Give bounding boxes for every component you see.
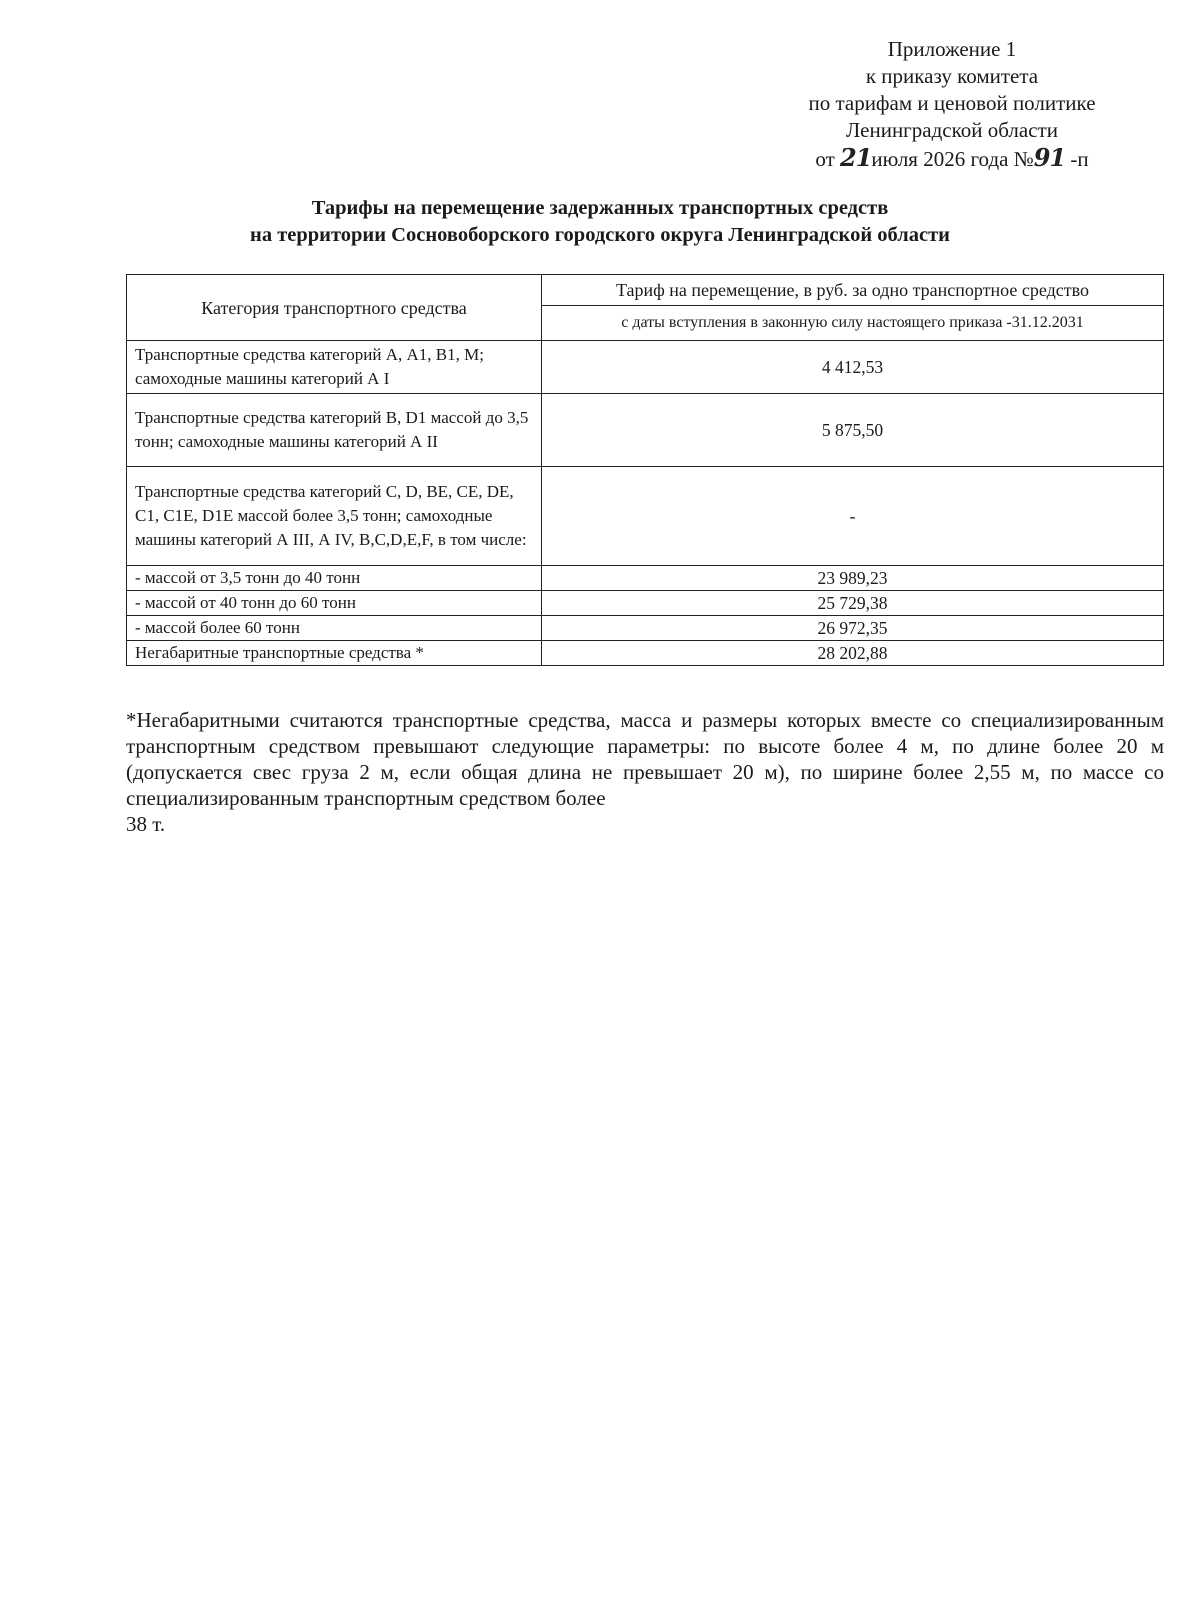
tariff-value-cell: 28 202,88 xyxy=(542,641,1164,666)
title-line-1: Тарифы на перемещение задержанных транспортных средств xyxy=(311,197,889,219)
table-row xyxy=(127,566,1164,591)
header-category: Категория транспортного средства xyxy=(127,275,542,341)
header-period: с даты вступления в законную силу настоящего приказа -31.12.2031 xyxy=(542,306,1164,341)
tariff-value-cell: 4 412,53 xyxy=(542,341,1164,394)
category-cell: Транспортные средства категорий А, А1, В1, М; самоходные машины категорий А I xyxy=(127,341,542,394)
tariff-table xyxy=(126,274,1164,666)
footnote-text: *Негабаритными считаются транспортные средства, масса и размеры которых вместе со специализированным транспортным средством превышают следующие параметры: по высоте более 4 м, по длине более 20 м (допускается свес груза 2 м, если общая длина не превышает 20 м), по ширине более 2,55 м, по массе со специализированным транспортным средством более xyxy=(126,708,1164,810)
date-prefix: от xyxy=(815,147,835,171)
order-suffix: -п xyxy=(1070,147,1089,171)
appendix-line-region: Ленинградской области xyxy=(846,118,1058,142)
category-cell: Негабаритные транспортные средства * xyxy=(127,641,542,666)
date-rest: июля 2026 года № xyxy=(871,147,1034,171)
document-title xyxy=(0,195,1200,249)
category-cell: Транспортные средства категорий В, D1 массой до 3,5 тонн; самоходные машины категорий А II xyxy=(127,394,542,467)
table-row xyxy=(127,341,1164,394)
category-cell: - массой от 3,5 тонн до 40 тонн xyxy=(127,566,542,591)
tariff-value-cell: 23 989,23 xyxy=(542,566,1164,591)
appendix-header xyxy=(782,36,1122,173)
tariff-value-cell: 26 972,35 xyxy=(542,616,1164,641)
category-cell: Транспортные средства категорий С, D, ВЕ, СЕ, DE, С1, С1Е, D1E массой более 3,5 тонн; самоходные машины категорий А III, А IV, B,C,D,E,F, в том числе: xyxy=(127,467,542,566)
appendix-line-committee: по тарифам и ценовой политике xyxy=(808,91,1096,115)
title-line-2: на территории Сосновоборского городского округа Ленинградской области xyxy=(250,224,950,246)
footnote xyxy=(126,707,1164,837)
tariff-value-cell: - xyxy=(542,467,1164,566)
table-row xyxy=(127,591,1164,616)
table-row xyxy=(127,616,1164,641)
handwritten-order-number: 91 xyxy=(1033,143,1066,172)
table-row xyxy=(127,394,1164,467)
category-cell: - массой от 40 тонн до 60 тонн xyxy=(127,591,542,616)
appendix-title: Приложение 1 xyxy=(887,37,1017,61)
tariff-value-cell: 5 875,50 xyxy=(542,394,1164,467)
appendix-date-line xyxy=(782,144,1122,173)
tariff-value-cell: 25 729,38 xyxy=(542,591,1164,616)
table-row xyxy=(127,641,1164,666)
category-cell: - массой более 60 тонн xyxy=(127,616,542,641)
table-header-row xyxy=(127,275,1164,306)
table-row xyxy=(127,467,1164,566)
footnote-last-line: 38 т. xyxy=(126,812,166,836)
handwritten-day: 21 xyxy=(840,143,872,172)
appendix-line-order: к приказу комитета xyxy=(865,64,1039,88)
header-tariff: Тариф на перемещение, в руб. за одно транспортное средство xyxy=(542,275,1164,306)
